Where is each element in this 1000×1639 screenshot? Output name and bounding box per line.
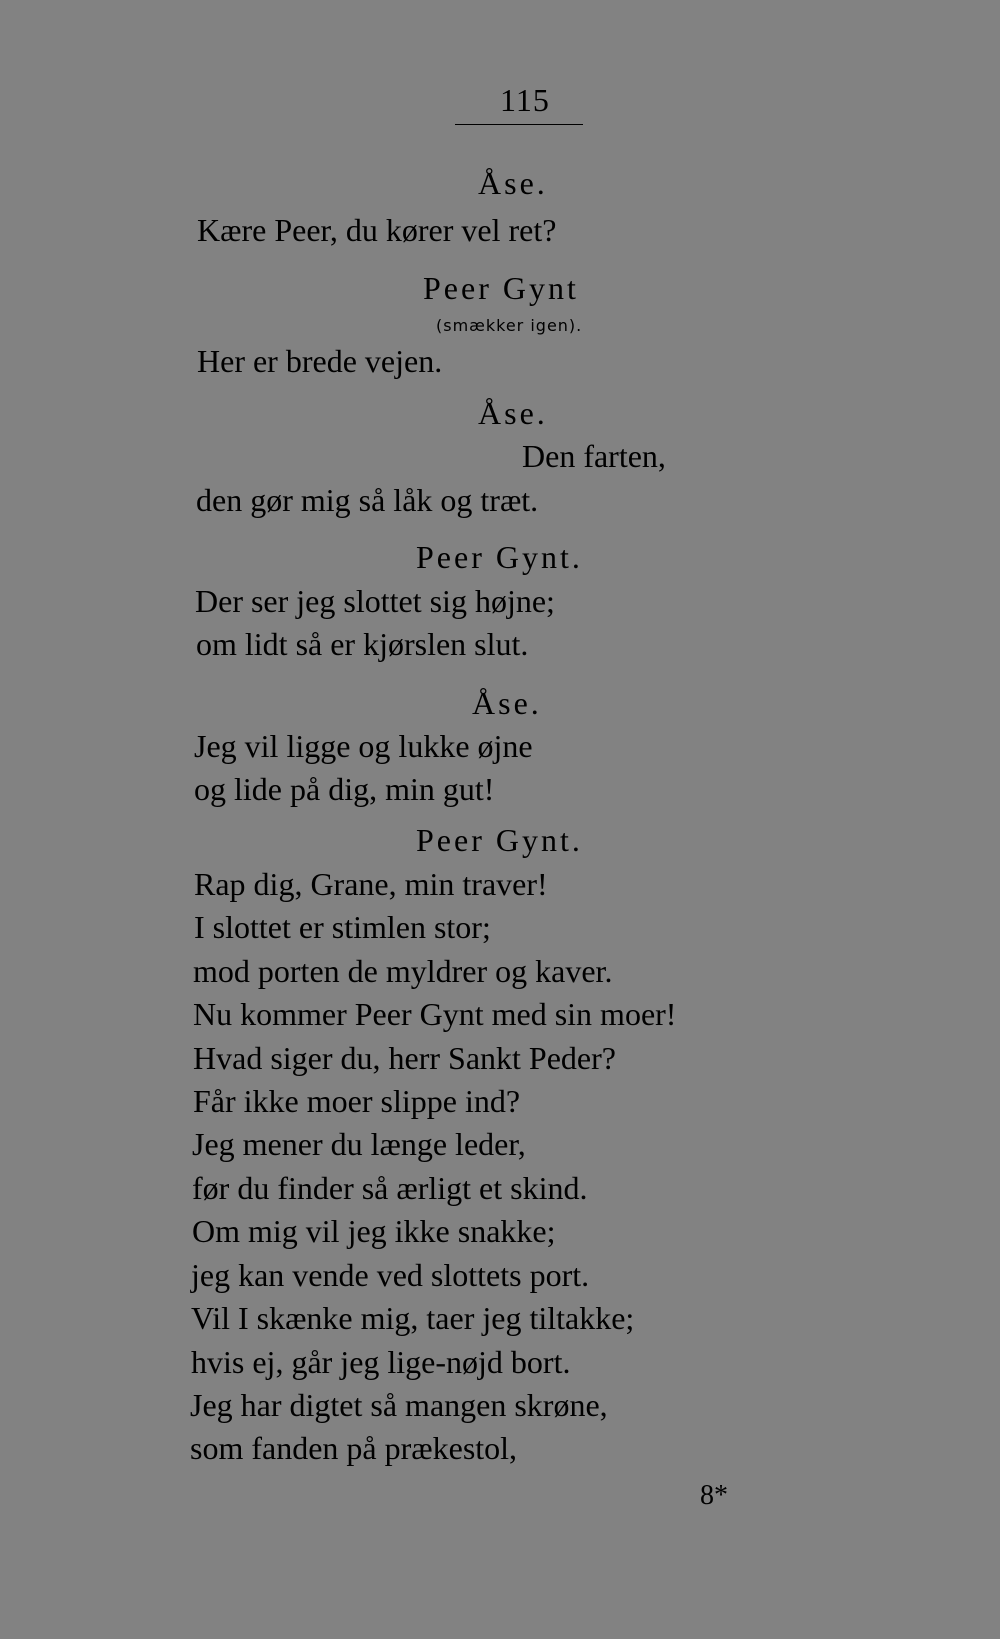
verse-line: den gør mig så låk og træt.	[196, 482, 539, 518]
verse-line: og lide på dig, min gut!	[194, 771, 495, 807]
verse-line: Vil I skænke mig, taer jeg tiltakke;	[191, 1300, 635, 1336]
verse-line: Jeg har digtet så mangen skrøne,	[190, 1387, 608, 1423]
verse-line: Får ikke moer slippe ind?	[193, 1083, 521, 1119]
verse-line: Jeg mener du længe leder,	[192, 1126, 526, 1162]
speaker-name: Peer Gynt.	[416, 822, 583, 858]
verse-line: mod porten de myldrer og kaver.	[193, 953, 613, 989]
verse-line: Den farten,	[522, 438, 666, 474]
verse-line: Hvad siger du, herr Sankt Peder?	[193, 1040, 616, 1076]
verse-line: Her er brede vejen.	[197, 343, 443, 379]
header-rule	[455, 124, 583, 125]
verse-line: Kære Peer, du kører vel ret?	[197, 212, 557, 248]
signature-mark: 8*	[700, 1480, 728, 1511]
stage-direction: (smækker igen).	[436, 316, 583, 335]
page-number: 115	[500, 82, 550, 118]
verse-line: Jeg vil ligge og lukke øjne	[194, 728, 533, 764]
verse-line: som fanden på prækestol,	[190, 1430, 518, 1466]
speaker-name: Åse.	[478, 395, 548, 431]
verse-line: før du finder så ærligt et skind.	[192, 1170, 588, 1206]
verse-line: Nu kommer Peer Gynt med sin moer!	[193, 996, 677, 1032]
speaker-name: Peer Gynt.	[416, 539, 583, 575]
verse-line: om lidt så er kjørslen slut.	[196, 626, 529, 662]
speaker-name: Åse.	[472, 685, 542, 721]
verse-line: I slottet er stimlen stor;	[194, 909, 491, 945]
verse-line: jeg kan vende ved slottets port.	[191, 1257, 590, 1293]
verse-line: Om mig vil jeg ikke snakke;	[192, 1213, 556, 1249]
verse-line: Rap dig, Grane, min traver!	[194, 866, 548, 902]
speaker-name: Peer Gynt	[423, 270, 579, 306]
verse-line: hvis ej, går jeg lige-nøjd bort.	[191, 1344, 571, 1380]
speaker-name: Åse.	[478, 165, 548, 201]
verse-line: Der ser jeg slottet sig højne;	[195, 583, 555, 619]
